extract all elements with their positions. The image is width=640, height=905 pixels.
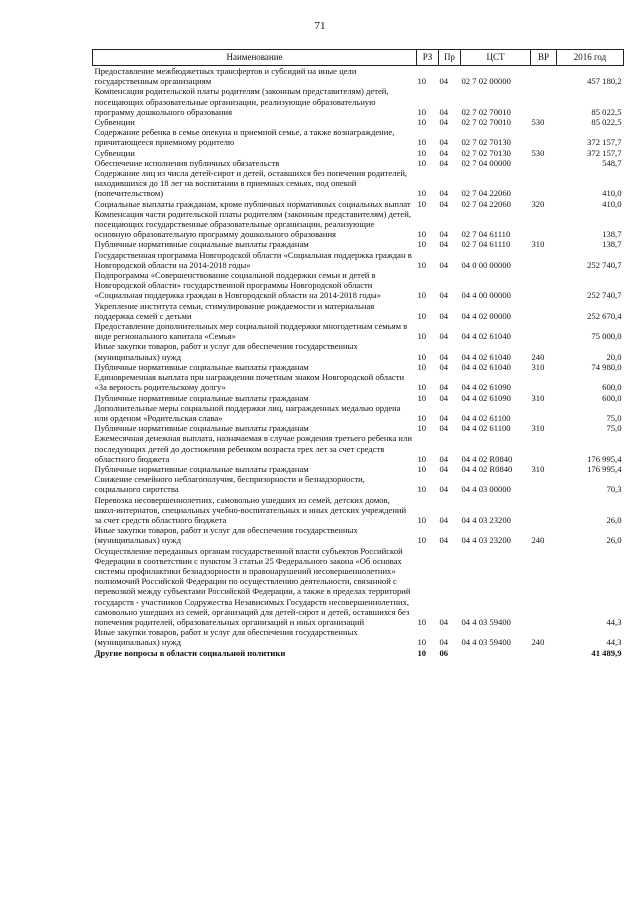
cell-amount: 410,0 — [602, 198, 622, 209]
cell-pr: 04 — [439, 361, 449, 372]
cell-pr: 04 — [439, 463, 449, 474]
cell-cst: 04 4 02 61100 — [461, 423, 511, 434]
cell-cst: 04 4 00 00000 — [461, 290, 511, 301]
cell-cst: 04 4 02 61090 — [461, 392, 511, 403]
cell-cst: 02 7 04 00000 — [461, 157, 511, 168]
cell-vr — [531, 168, 557, 199]
cell-vr — [531, 648, 557, 658]
cell-pr: 06 — [439, 647, 449, 658]
cell-amount: 44,3 — [606, 637, 622, 648]
header-name: Наименование — [93, 50, 417, 66]
cell-vr: 310 — [531, 392, 545, 403]
cell-name: Публичные нормативные социальные выплаты гражданам — [94, 361, 309, 372]
cell-amount: 548,7 — [602, 157, 622, 168]
table-row — [93, 648, 624, 658]
cell-name: Содержание лиц из числа детей-сирот и детей, оставшихся без попечения родителей, находившихся до 18 лет на воспитании в приемных семьях, под опекой (попечительством) — [94, 168, 408, 199]
cell-rz: 10 — [417, 616, 427, 627]
cell-name: Осуществление переданных органам государственной власти субъектов Российской Федерации в соответствии с пунктом 3 статьи 25 Федерального закона «Об основах системы профилактики безнадзорности и правонарушений несовершеннолетних» полномочий Российской Федерации по осуществлению деятельности, связанной с перевозкой между субъектами Российской Федерации, а также в пределах территорий государств - участников Содружества Независимых Государств несовершеннолетних, самовольно ушедших из семей, организаций для детей-сирот и детей, оставшихся без попечения родителей, образовательных организаций и иных организаций — [94, 545, 411, 627]
cell-amount: 176 995,4 — [587, 463, 622, 474]
table-row — [93, 423, 624, 433]
cell-pr: 04 — [439, 412, 449, 423]
cell-rz: 10 — [417, 351, 427, 362]
cell-rz: 10 — [417, 382, 427, 393]
header-row — [93, 50, 624, 66]
cell-name: Государственная программа Новгородской области «Социальная поддержка граждан в Новгородской области на 2014-2018 годы» — [94, 249, 412, 270]
cell-name: Обеспечение исполнения публичных обязательств — [94, 157, 280, 168]
cell-amount: 252 670,4 — [587, 310, 622, 321]
cell-rz: 10 — [417, 259, 427, 270]
cell-pr: 04 — [439, 157, 449, 168]
cell-cst: 02 7 04 22060 — [461, 198, 511, 209]
table-row — [93, 158, 624, 168]
cell-amount: 44,3 — [606, 616, 622, 627]
cell-vr — [531, 250, 557, 270]
cell-pr: 04 — [439, 198, 449, 209]
header-year: 2016 год — [557, 50, 624, 66]
cell-rz: 10 — [417, 188, 427, 199]
cell-vr — [531, 372, 557, 392]
cell-name: Социальные выплаты гражданам, кроме публичных нормативных социальных выплат — [94, 198, 411, 209]
cell-amount: 372 157,7 — [587, 147, 622, 158]
cell-name: Публичные нормативные социальные выплаты гражданам — [94, 423, 309, 434]
cell-name: Ежемесячная денежная выплата, назначаемая в случае рождения третьего ребенка или последующих детей до достижения ребенком возраста трех лет за счет средств областного бюджета — [94, 433, 412, 464]
cell-vr: 240 — [531, 535, 545, 546]
cell-pr: 04 — [439, 239, 449, 250]
cell-rz: 10 — [417, 463, 427, 474]
cell-pr: 04 — [439, 106, 449, 117]
table-row — [93, 403, 624, 423]
cell-name: Субвенции — [94, 117, 135, 128]
table-row — [93, 209, 624, 240]
cell-name: Предоставление межбюджетных трансфертов и субсидий на иные цели государственным организациям — [94, 66, 357, 87]
page-number: 71 — [314, 20, 326, 32]
table-row — [93, 250, 624, 270]
cell-cst: 04 0 00 00000 — [461, 259, 511, 270]
cell-amount: 138,7 — [602, 239, 622, 250]
cell-vr — [531, 301, 557, 321]
cell-rz: 10 — [417, 157, 427, 168]
cell-cst: 04 4 03 00000 — [461, 484, 511, 495]
cell-rz: 10 — [417, 514, 427, 525]
cell-name: Перевозка несовершеннолетних, самовольно ушедших из семей, детских домов, школ-интернатов, специальных учебно-воспитательных и иных детских учреждений за счет средств областного бюджета — [94, 494, 407, 525]
budget-table — [92, 49, 624, 658]
cell-amount: 252 740,7 — [587, 259, 622, 270]
cell-pr: 04 — [439, 392, 449, 403]
cell-pr: 04 — [439, 616, 449, 627]
cell-name: Публичные нормативные социальные выплаты гражданам — [94, 239, 309, 250]
cell-name: Содержание ребенка в семье опекуна и приемной семье, а также вознаграждение, причитающееся приемному родителю — [94, 127, 395, 148]
cell-rz: 10 — [417, 392, 427, 403]
cell-rz: 10 — [417, 331, 427, 342]
cell-cst: 02 7 02 70010 — [461, 106, 511, 117]
cell-amount: 252 740,7 — [587, 290, 622, 301]
cell-vr: 310 — [531, 361, 545, 372]
cell-amount: 26,0 — [606, 514, 622, 525]
cell-vr — [531, 321, 557, 341]
cell-vr: 310 — [531, 423, 545, 434]
table-row — [93, 525, 624, 545]
cell-cst: 04 4 03 59400 — [461, 637, 511, 648]
cell-rz: 10 — [417, 137, 427, 148]
table-body — [93, 66, 624, 658]
cell-cst: 02 7 02 70130 — [461, 137, 511, 148]
cell-pr: 04 — [439, 484, 449, 495]
cell-vr — [531, 433, 557, 464]
cell-amount: 74 980,0 — [591, 361, 622, 372]
cell-name: Иные закупки товаров, работ и услуг для обеспечения государственных (муниципальных) нужд — [94, 341, 358, 362]
cell-cst: 04 4 03 23200 — [461, 535, 511, 546]
cell-pr: 04 — [439, 382, 449, 393]
cell-rz: 10 — [417, 361, 427, 372]
cell-vr — [531, 127, 557, 147]
cell-vr — [531, 270, 557, 301]
cell-vr: 310 — [531, 239, 545, 250]
cell-rz: 10 — [417, 637, 427, 648]
cell-rz: 10 — [417, 198, 427, 209]
cell-cst: 04 4 02 R0840 — [461, 453, 513, 464]
cell-rz: 10 — [417, 229, 427, 240]
cell-amount: 20,0 — [606, 351, 622, 362]
table-row — [93, 117, 624, 127]
cell-rz: 10 — [417, 453, 427, 464]
cell-cst: 02 7 04 22060 — [461, 188, 511, 199]
cell-pr: 04 — [439, 76, 449, 87]
cell-name: Укрепление института семьи, стимулирование рождаемости и материальная поддержка семей с детьми — [94, 300, 375, 321]
cell-vr: 310 — [531, 463, 545, 474]
cell-pr: 04 — [439, 229, 449, 240]
cell-pr: 04 — [439, 117, 449, 128]
cell-name: Подпрограмма «Совершенствование социальной поддержки семьи и детей в Новгородской области» государственной программы Новгородской области «Социальная поддержка граждан в Новгородской области на 2014-2018 годы» — [94, 270, 381, 301]
cell-pr: 04 — [439, 535, 449, 546]
table-row — [93, 270, 624, 301]
cell-rz: 10 — [417, 147, 427, 158]
cell-cst: 04 4 02 61040 — [461, 361, 511, 372]
cell-amount: 70,3 — [606, 484, 622, 495]
cell-cst: 02 7 04 61110 — [461, 239, 511, 250]
cell-amount: 372 157,7 — [587, 137, 622, 148]
cell-rz: 10 — [417, 106, 427, 117]
cell-pr: 04 — [439, 137, 449, 148]
cell-rz: 10 — [417, 239, 427, 250]
cell-amount: 75,0 — [606, 423, 622, 434]
header-pr: Пр — [439, 50, 461, 66]
cell-amount: 41 489,9 — [591, 647, 622, 658]
cell-amount: 410,0 — [602, 188, 622, 199]
cell-name: Публичные нормативные социальные выплаты гражданам — [94, 392, 309, 403]
table-row — [93, 393, 624, 403]
cell-name: Компенсация родительской платы родителям (законным представителям) детей, посещающих образовательные организации, реализующие образовательную программу дошкольного образования — [94, 86, 389, 117]
table-header — [93, 50, 624, 66]
cell-cst: 04 4 02 61040 — [461, 351, 511, 362]
cell-amount: 75,0 — [606, 412, 622, 423]
cell-vr — [531, 403, 557, 423]
table-row — [93, 168, 624, 199]
cell-cst: 02 7 02 70010 — [461, 117, 511, 128]
cell-cst: 02 7 04 61110 — [461, 229, 511, 240]
table-row — [93, 372, 624, 392]
cell-name: Иные закупки товаров, работ и услуг для обеспечения государственных (муниципальных) нужд — [94, 627, 358, 648]
cell-pr: 04 — [439, 147, 449, 158]
cell-amount: 138,7 — [602, 229, 622, 240]
cell-vr: 320 — [531, 198, 545, 209]
table-row — [93, 127, 624, 147]
cell-rz: 10 — [417, 310, 427, 321]
cell-vr: 240 — [531, 351, 545, 362]
cell-cst: 02 7 02 00000 — [461, 76, 511, 87]
table-row — [93, 148, 624, 158]
cell-name: Снижение семейного неблагополучия, беспризорности и безнадзорности, социального сиротства — [94, 474, 365, 495]
cell-pr: 04 — [439, 351, 449, 362]
cell-rz: 10 — [417, 412, 427, 423]
cell-cst — [461, 648, 531, 658]
table-row — [93, 474, 624, 494]
cell-name: Компенсация части родительской платы родителям (законным представителям) детей, посещающих государственные образовательные организации, реализующие основную образовательную программу дошкольного образования — [94, 208, 411, 240]
cell-amount: 600,0 — [602, 392, 622, 403]
cell-name: Дополнительные меры социальной поддержки лиц, награжденных медалью ордена или орденом «Родительская слава» — [94, 402, 401, 423]
cell-vr — [531, 209, 557, 240]
table-row — [93, 321, 624, 341]
table-row — [93, 464, 624, 474]
cell-vr: 530 — [531, 117, 545, 128]
cell-amount: 85 022,5 — [591, 117, 622, 128]
cell-amount: 457 180,2 — [587, 76, 622, 87]
cell-rz: 10 — [417, 535, 427, 546]
cell-pr: 04 — [439, 637, 449, 648]
table-row — [93, 66, 624, 87]
cell-cst: 04 4 02 61040 — [461, 331, 511, 342]
cell-vr — [531, 158, 557, 168]
cell-name: Субвенции — [94, 147, 135, 158]
cell-rz: 10 — [417, 117, 427, 128]
table-row — [93, 86, 624, 117]
header-cst: ЦСТ — [461, 50, 531, 66]
cell-vr — [531, 495, 557, 526]
header-rz: РЗ — [417, 50, 439, 66]
cell-rz: 10 — [417, 76, 427, 87]
cell-amount: 85 022,5 — [591, 106, 622, 117]
cell-name: Иные закупки товаров, работ и услуг для обеспечения государственных (муниципальных) нужд — [94, 525, 358, 546]
header-vr: ВР — [531, 50, 557, 66]
cell-pr: 04 — [439, 514, 449, 525]
cell-vr — [531, 86, 557, 117]
cell-pr: 04 — [439, 423, 449, 434]
cell-rz: 10 — [417, 290, 427, 301]
cell-cst: 04 4 02 00000 — [461, 310, 511, 321]
cell-pr: 04 — [439, 188, 449, 199]
cell-cst: 04 4 02 61100 — [461, 412, 511, 423]
cell-pr: 04 — [439, 453, 449, 464]
table-row — [93, 546, 624, 628]
cell-cst: 04 4 02 R0840 — [461, 463, 513, 474]
cell-pr: 04 — [439, 310, 449, 321]
table-row — [93, 627, 624, 647]
cell-vr: 240 — [531, 637, 545, 648]
cell-cst: 04 4 02 61090 — [461, 382, 511, 393]
cell-vr — [531, 474, 557, 494]
table-row — [93, 239, 624, 249]
cell-amount: 26,0 — [606, 535, 622, 546]
cell-cst: 02 7 02 70130 — [461, 147, 511, 158]
cell-name: Единовременная выплата при награждении почетным знаком Новгородской области «За верность родительскому долгу» — [94, 372, 405, 393]
cell-vr: 530 — [531, 147, 545, 158]
cell-cst: 04 4 03 23200 — [461, 514, 511, 525]
cell-pr: 04 — [439, 259, 449, 270]
cell-rz: 10 — [417, 484, 427, 495]
cell-vr — [531, 66, 557, 87]
cell-pr: 04 — [439, 290, 449, 301]
cell-amount: 176 995,4 — [587, 453, 622, 464]
table-row — [93, 495, 624, 526]
table-row — [93, 341, 624, 361]
table-row — [93, 199, 624, 209]
cell-name: Предоставление дополнительных мер социальной поддержки многодетным семьям в виде регионального капитала «Семья» — [94, 321, 408, 342]
cell-vr — [531, 546, 557, 628]
cell-pr: 04 — [439, 331, 449, 342]
table-row — [93, 362, 624, 372]
cell-rz: 10 — [417, 423, 427, 434]
cell-amount: 600,0 — [602, 382, 622, 393]
cell-cst: 04 4 03 59400 — [461, 616, 511, 627]
cell-rz: 10 — [417, 647, 427, 658]
table-row — [93, 433, 624, 464]
cell-name: Публичные нормативные социальные выплаты гражданам — [94, 463, 309, 474]
cell-name: Другие вопросы в области социальной политики — [94, 647, 286, 658]
cell-amount: 75 000,0 — [591, 331, 622, 342]
table-row — [93, 301, 624, 321]
